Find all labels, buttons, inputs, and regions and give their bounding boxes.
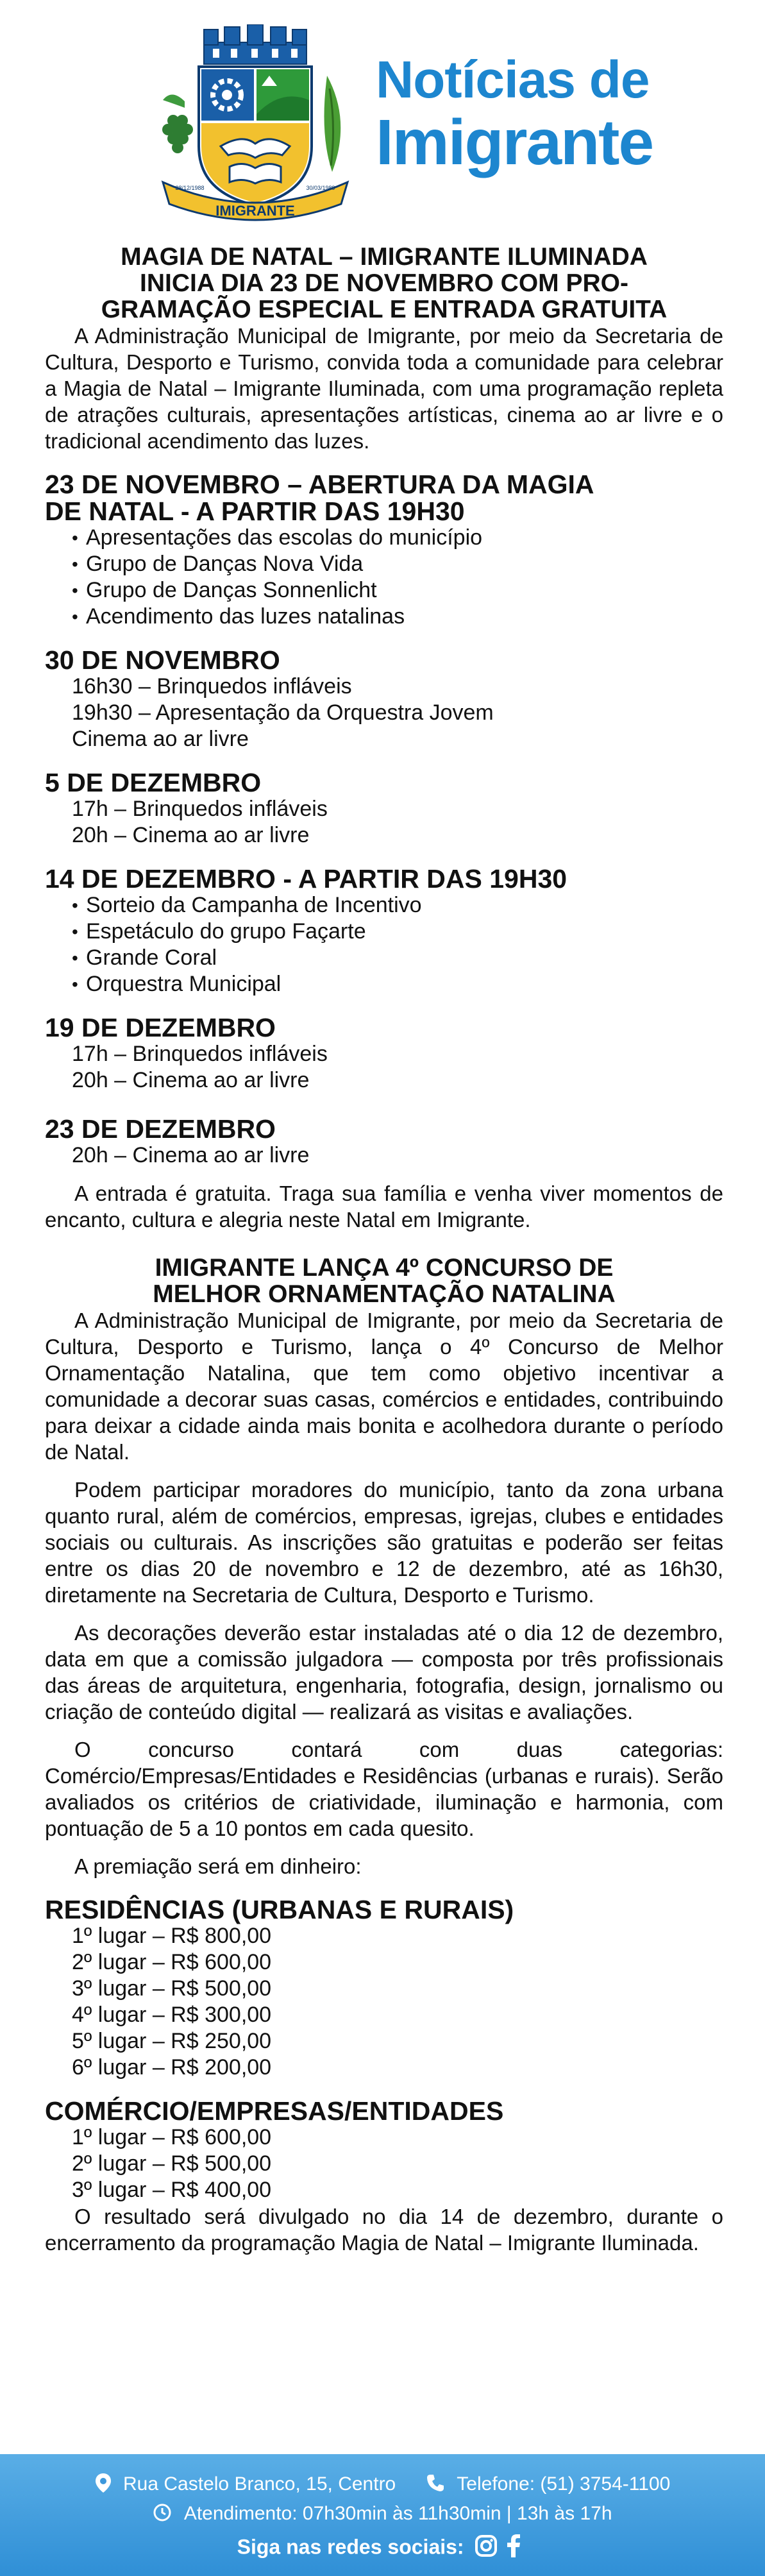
clock-icon — [153, 2503, 172, 2522]
section-5-dezembro-heading: 5 DE DEZEMBRO — [45, 768, 262, 797]
comercio-prize-list — [45, 2124, 723, 2203]
section-14-dezembro-heading: 14 DE DEZEMBRO - A PARTIR DAS 19H30 — [45, 864, 567, 894]
svg-text:IMIGRANTE: IMIGRANTE — [215, 203, 295, 219]
article-2-title: IMIGRANTE LANÇA 4º CONCURSO DE MELHOR ORNAMENTAÇÃO NATALINA — [153, 1254, 616, 1308]
article-1-intro: A Administração Municipal de Imigrante, por meio da Secretaria de Cultura, Desporto e Turismo, convida toda a comunidade para celebrar a Magia de Natal – Imigrante Iluminada, com uma programação repleta de atrações culturais, apresentações artísticas, cinema ao ar livre e o tradicional acendimento das luzes. — [45, 324, 723, 453]
article-2-paragraph: A Administração Municipal de Imigrante, por meio da Secretaria de Cultura, Desporto e Turismo, lança o 4º Concurso de Melhor Ornamentação Natalina, que tem como objetivo incentivar a comunidade a decorar suas casas, comércios e entidades, contribuindo para deixar a cidade ainda mais bonita e acolhedora durante o período de Natal. — [45, 1309, 723, 1464]
list-item: • Orquestra Municipal — [72, 971, 723, 997]
list-item: • Grande Coral — [72, 945, 723, 971]
list-item: 17h – Brinquedos infláveis — [72, 797, 328, 821]
svg-text:30/03/1989: 30/03/1989 — [306, 185, 335, 191]
list-item: 20h – Cinema ao ar livre — [72, 823, 310, 847]
section-14-dezembro-list — [45, 892, 723, 997]
section-23-novembro-list — [45, 525, 723, 630]
article-1-title: MAGIA DE NATAL – IMIGRANTE ILUMINADA INICIA DIA 23 DE NOVEMBRO COM PRO- GRAMAÇÃO ESPECIAL E ENTRADA GRATUITA — [101, 243, 668, 323]
article-concurso-ornamentacao — [45, 1255, 723, 2256]
article-2-paragraph: As decorações deverão estar instaladas até o dia 12 de dezembro, data em que a comissão julgadora — composta por três profissionais das áreas de arquitetura, engenharia, fotografia, design, jornalismo ou criação de conteúdo digital — realizará as visitas e avaliações. — [45, 1621, 723, 1724]
list-item: • Acendimento das luzes natalinas — [72, 604, 723, 630]
footer — [0, 2454, 765, 2576]
section-23-dezembro-heading: 23 DE DEZEMBRO — [45, 1114, 276, 1144]
brand-title — [376, 51, 653, 176]
section-5-dezembro-list — [45, 796, 723, 849]
svg-text:28/12/1988: 28/12/1988 — [175, 185, 205, 191]
list-item: 3º lugar – R$ 400,00 — [72, 2178, 272, 2202]
section-30-novembro-list — [45, 674, 723, 752]
list-item: 2º lugar – R$ 500,00 — [72, 2151, 272, 2176]
footer-hours: Atendimento: 07h30min às 11h30min | 13h às 17h — [183, 2503, 612, 2525]
prize-intro: A premiação será em dinheiro: — [74, 1854, 362, 1878]
list-item: 20h – Cinema ao ar livre — [72, 1143, 310, 1167]
list-item: Cinema ao ar livre — [72, 727, 249, 751]
section-19-dezembro-heading: 19 DE DEZEMBRO — [45, 1013, 276, 1042]
brand-line-2: Imigrante — [376, 106, 653, 178]
phone-icon — [426, 2473, 445, 2493]
location-pin-icon — [95, 2473, 112, 2493]
list-item: 6º lugar – R$ 200,00 — [72, 2055, 272, 2080]
section-30-novembro-heading: 30 DE NOVEMBRO — [45, 645, 280, 675]
list-item: • Grupo de Danças Nova Vida — [72, 551, 723, 577]
list-item: 3º lugar – R$ 500,00 — [72, 1976, 272, 2001]
result-announcement: O resultado será divulgado no dia 14 de dezembro, durante o encerramento da programação Magia de Natal – Imigrante Iluminada. — [45, 2205, 723, 2255]
footer-phone-link[interactable]: Telefone: (51) 3754-1100 — [457, 2473, 671, 2495]
list-item: 4º lugar – R$ 300,00 — [72, 2003, 272, 2027]
list-item: • Apresentações das escolas do município — [72, 525, 723, 551]
list-item: 5º lugar – R$ 250,00 — [72, 2029, 272, 2053]
list-item: 17h – Brinquedos infláveis — [72, 1042, 328, 1066]
content — [45, 244, 723, 2256]
list-item: 16h30 – Brinquedos infláveis — [72, 674, 352, 699]
article-2-paragraph: Podem participar moradores do município, tanto da zona urbana quanto rural, além de comércios, empresas, igrejas, clubes e entidades sociais ou culturais. As inscrições são gratuitas e poderão ser feitas entre os dias 20 de novembro e 12 de dezembro, até as 16h30, diretamente na Secretaria de Cultura, Desporto e Turismo. — [45, 1478, 723, 1607]
list-item: 1º lugar – R$ 600,00 — [72, 2125, 272, 2149]
header — [0, 0, 765, 237]
comercio-heading: COMÉRCIO/EMPRESAS/ENTIDADES — [45, 2096, 504, 2126]
facebook-icon[interactable] — [506, 2534, 521, 2557]
footer-contact-row — [0, 2471, 765, 2497]
brand-line-1: Notícias de — [376, 51, 650, 109]
list-item: 2º lugar – R$ 600,00 — [72, 1950, 272, 1974]
list-item: • Grupo de Danças Sonnenlicht — [72, 577, 723, 604]
footer-social-label: Siga nas redes sociais: — [237, 2535, 464, 2559]
coat-of-arms-logo — [159, 24, 351, 230]
list-item: • Espetáculo do grupo Façarte — [72, 919, 723, 945]
list-item: 19h30 – Apresentação da Orquestra Jovem — [72, 700, 494, 725]
residencias-heading: RESIDÊNCIAS (URBANAS E RURAIS) — [45, 1895, 514, 1924]
list-item: • Sorteio da Campanha de Incentivo — [72, 892, 723, 919]
article-1-closing: A entrada é gratuita. Traga sua família e venha viver momentos de encanto, cultura e alegria neste Natal em Imigrante. — [45, 1182, 723, 1232]
section-23-novembro-heading: 23 DE NOVEMBRO – ABERTURA DA MAGIA DE NATAL - A PARTIR DAS 19H30 — [45, 470, 594, 526]
residencias-prize-list — [45, 1923, 723, 2081]
article-2-paragraph: O concurso contará com duas categorias: Comércio/Empresas/Entidades e Residências (urbanas e rurais). Serão avaliados os critérios de criatividade, iluminação e harmonia, com pontuação de 5 a 10 pontos em cada quesito. — [45, 1738, 723, 1840]
instagram-icon[interactable] — [475, 2534, 498, 2557]
list-item: 20h – Cinema ao ar livre — [72, 1068, 310, 1092]
footer-hours-row — [0, 2500, 765, 2527]
article-magia-de-natal — [45, 244, 723, 1233]
list-item: 1º lugar – R$ 800,00 — [72, 1924, 272, 1948]
section-23-dezembro-list — [45, 1142, 723, 1169]
footer-address: Rua Castelo Branco, 15, Centro — [123, 2473, 396, 2495]
footer-social-row — [0, 2532, 765, 2560]
section-19-dezembro-list — [45, 1041, 723, 1094]
